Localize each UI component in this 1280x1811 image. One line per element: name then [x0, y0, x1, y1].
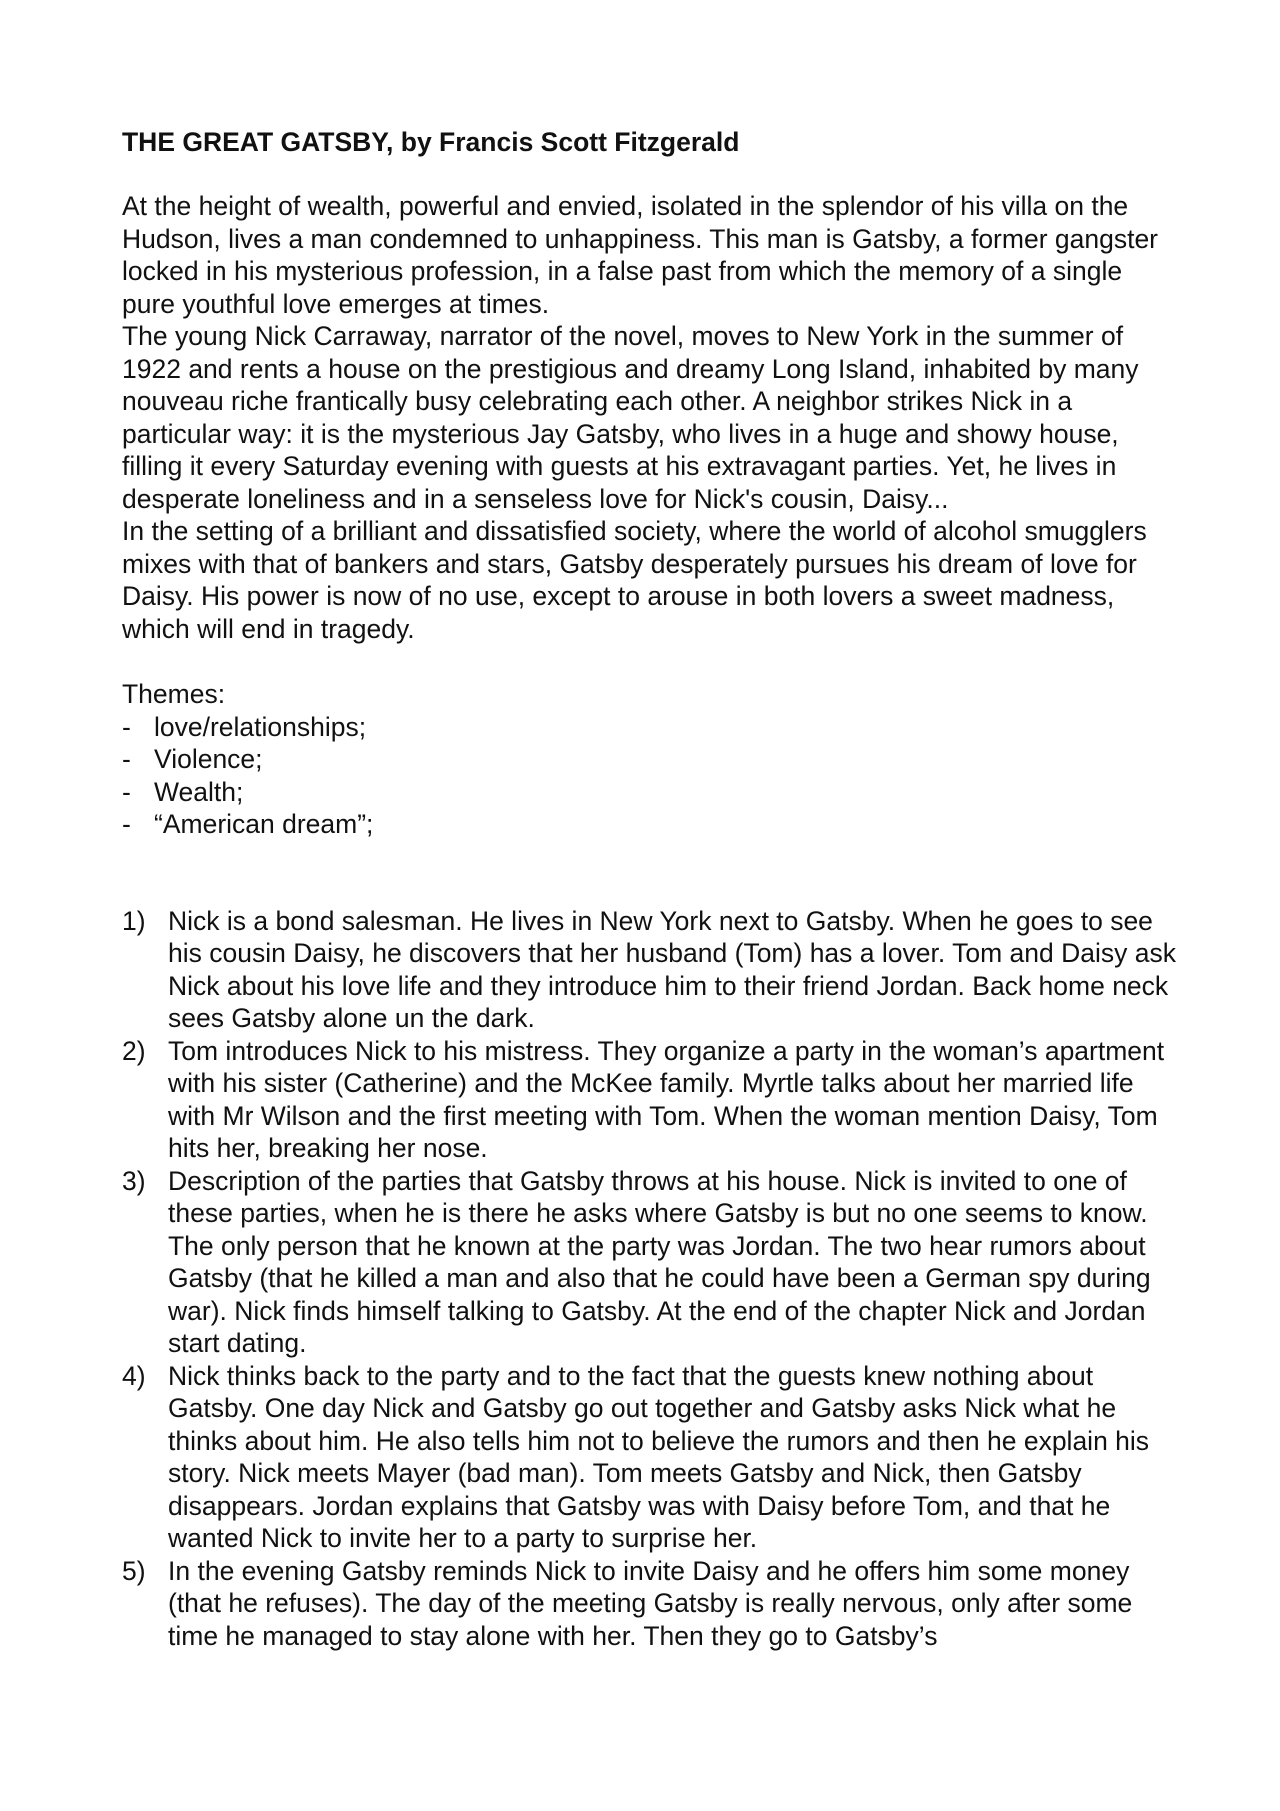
dash-bullet-icon: - — [122, 744, 131, 774]
summary — [122, 190, 1180, 645]
chapter-number: 3) — [122, 1165, 146, 1196]
dash-bullet-icon: - — [122, 809, 131, 839]
chapter-summaries — [122, 905, 1180, 1653]
chapter-text: In the evening Gatsby reminds Nick to invite Daisy and he offers him some money (that he refuses). The day of the meeting Gatsby is really nervous, only after some time he managed to stay alone with her. Then they go to Gatsby’s — [168, 1555, 1133, 1651]
chapter-item — [122, 1165, 1180, 1360]
theme-text: Wealth; — [154, 776, 244, 807]
theme-item — [122, 808, 1180, 841]
summary-paragraph: In the setting of a brilliant and dissatisfied society, where the world of alcohol smugglers mixes with that of bankers and stars, Gatsby desperately pursues his dream of love for Daisy. His power is now of no use, except to arouse in both lovers a sweet madness, which will end in tragedy. — [122, 516, 1147, 644]
theme-text: love/relationships; — [154, 711, 367, 742]
chapter-number: 1) — [122, 905, 146, 936]
chapter-number: 2) — [122, 1035, 146, 1066]
theme-text: Violence; — [154, 744, 263, 774]
dash-bullet-icon: - — [122, 776, 131, 807]
summary-paragraph: The young Nick Carraway, narrator of the novel, moves to New York in the summer of 1922 and rents a house on the prestigious and dreamy Long Island, inhabited by many nouveau riche frantically busy celebrating each other. A neighbor strikes Nick in a particular way: it is the mysterious Jay Gatsby, who lives in a huge and showy house, filling it every Saturday evening with guests at his extravagant parties. Yet, he lives in desperate loneliness and in a senseless love for Nick's cousin, Daisy... — [122, 321, 1139, 514]
chapter-item — [122, 1035, 1180, 1165]
chapter-text: Nick thinks back to the party and to the fact that the guests knew nothing about Gatsby. One day Nick and Gatsby go out together and Gatsby asks Nick what he thinks about him. He also tells him not to believe the rumors and then he explain his story. Nick meets Mayer (bad man). Tom meets Gatsby and Nick, then Gatsby disappears. Jordan explains that Gatsby was with Daisy before Tom, and that he wanted Nick to invite her to a party to surprise her. — [168, 1360, 1150, 1553]
chapter-text: Description of the parties that Gatsby throws at his house. Nick is invited to one of these parties, when he is there he asks where Gatsby is but no one seems to know. The only person that he known at the party was Jordan. The two hear rumors about Gatsby (that he killed a man and also that he could have been a German spy during war). Nick finds himself talking to Gatsby. At the end of the chapter Nick and Jordan start dating. — [168, 1165, 1151, 1358]
themes-heading: Themes: — [122, 679, 226, 709]
document-page — [122, 126, 1180, 1652]
chapter-text: Tom introduces Nick to his mistress. They organize a party in the woman’s apartment with his sister (Catherine) and the McKee family. Myrtle talks about her married life with Mr Wilson and the first meeting with Tom. When the woman mention Daisy, Tom hits her, breaking her nose. — [168, 1035, 1165, 1163]
document-title: THE GREAT GATSBY, by Francis Scott Fitzgerald — [122, 127, 740, 157]
theme-item — [122, 743, 1180, 776]
themes-list — [122, 711, 1180, 841]
theme-text: “American dream”; — [154, 809, 374, 839]
chapter-item — [122, 905, 1180, 1035]
chapter-number: 4) — [122, 1360, 146, 1391]
summary-paragraph: At the height of wealth, powerful and envied, isolated in the splendor of his villa on the Hudson, lives a man condemned to unhappiness. This man is Gatsby, a former gangster locked in his mysterious profession, in a false past from which the memory of a single pure youthful love emerges at times. — [122, 191, 1159, 319]
dash-bullet-icon: - — [122, 711, 131, 742]
theme-item — [122, 776, 1180, 809]
chapter-number: 5) — [122, 1555, 146, 1586]
theme-item — [122, 711, 1180, 744]
chapter-text: Nick is a bond salesman. He lives in New York next to Gatsby. When he goes to see his cousin Daisy, he discovers that her husband (Tom) has a lover. Tom and Daisy ask Nick about his love life and they introduce him to their friend Jordan. Back home neck sees Gatsby alone un the dark. — [168, 905, 1176, 1033]
chapter-item — [122, 1360, 1180, 1555]
chapter-item — [122, 1555, 1180, 1653]
